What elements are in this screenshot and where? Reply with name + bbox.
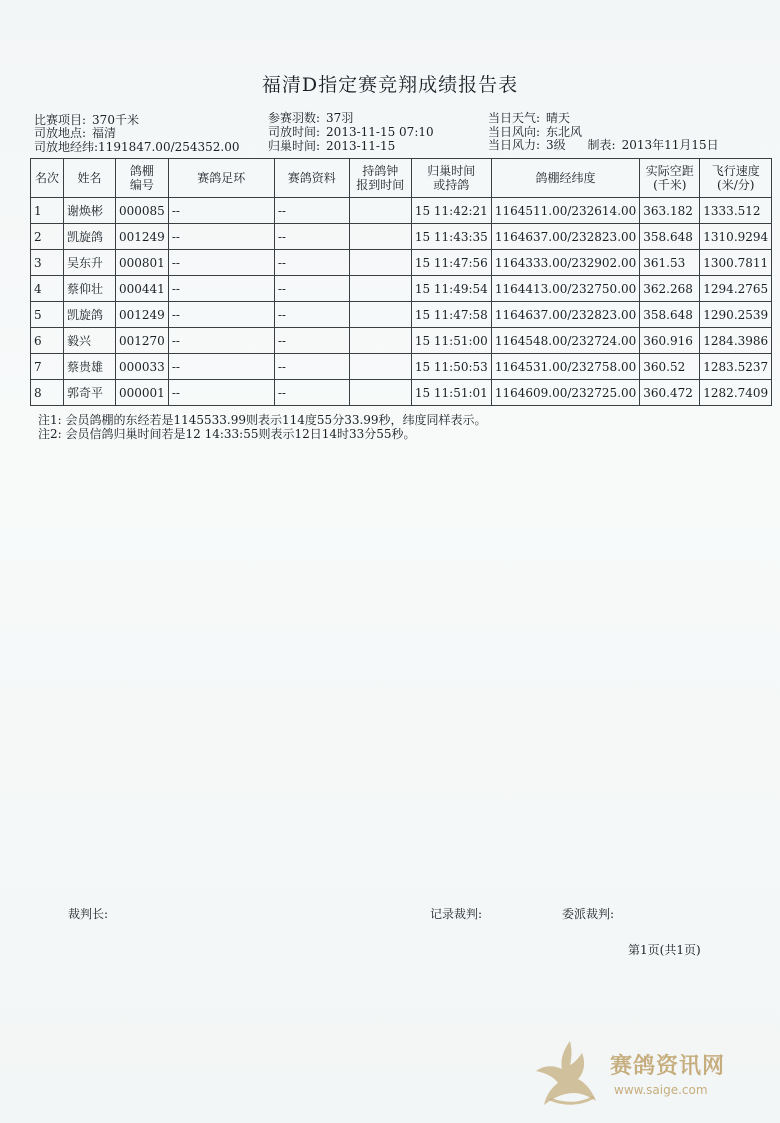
header-rank: 名次: [31, 159, 64, 198]
cell-clock: [349, 198, 411, 224]
header-distance: 实际空距 (千米): [640, 159, 700, 198]
cell-ring: --: [168, 354, 274, 380]
cell-ring: --: [168, 250, 274, 276]
cell-speed: 1294.2765: [700, 276, 772, 302]
footnotes: [38, 413, 487, 441]
cell-coords: 1164511.00/232614.00: [491, 198, 639, 224]
cell-rank: 5: [31, 302, 64, 328]
release-site-field: 司放地点: 福清: [34, 126, 117, 140]
header-coords: 鸽棚经纬度: [491, 159, 639, 198]
cell-speed: 1282.7409: [700, 380, 772, 406]
cell-name: 凯旋鸽: [64, 224, 116, 250]
cell-clock: [349, 354, 411, 380]
cell-name: 郭奇平: [64, 380, 116, 406]
cell-coords: 1164637.00/232823.00: [491, 224, 639, 250]
cell-info: --: [274, 276, 349, 302]
cell-speed: 1300.7811: [700, 250, 772, 276]
cell-info: --: [274, 250, 349, 276]
cell-ring: --: [168, 224, 274, 250]
cell-distance: 360.916: [640, 328, 700, 354]
table-row: [31, 302, 772, 328]
cell-arrival: 15 11:42:21: [411, 198, 491, 224]
cell-speed: 1333.512: [700, 198, 772, 224]
cell-arrival: 15 11:51:00: [411, 328, 491, 354]
cell-speed: 1284.3986: [700, 328, 772, 354]
cell-speed: 1283.5237: [700, 354, 772, 380]
release-coords-field: 司放地经纬:1191847.00/254352.00: [34, 140, 240, 154]
assigned-judge-signature-label: 委派裁判:: [562, 907, 615, 921]
cell-arrival: 15 11:50:53: [411, 354, 491, 380]
table-row: [31, 198, 772, 224]
cell-distance: 360.52: [640, 354, 700, 380]
cell-clock: [349, 380, 411, 406]
wind-force-field: 当日风力: 3级 制表: 2013年11月15日: [488, 138, 719, 152]
recorder-signature-label: 记录裁判:: [430, 907, 483, 921]
cell-loft: 000001: [116, 380, 169, 406]
cell-name: 吴东升: [64, 250, 116, 276]
cell-rank: 4: [31, 276, 64, 302]
cell-arrival: 15 11:47:56: [411, 250, 491, 276]
cell-loft: 000085: [116, 198, 169, 224]
cell-name: 蔡仰壮: [64, 276, 116, 302]
table-header-row: [31, 159, 772, 198]
made-date-label: 制表:: [587, 138, 616, 152]
cell-clock: [349, 302, 411, 328]
race-item-field: 比赛项目: 370千米: [34, 113, 139, 127]
header-arrival-time: 归巢时间 或持鸽: [411, 159, 491, 198]
table-row: [31, 328, 772, 354]
cell-clock: [349, 250, 411, 276]
header-ring: 赛鸽足环: [168, 159, 274, 198]
cell-distance: 358.648: [640, 302, 700, 328]
cell-ring: --: [168, 198, 274, 224]
entries-field: 参赛羽数: 37羽: [268, 111, 354, 125]
cell-coords: 1164531.00/232758.00: [491, 354, 639, 380]
cell-coords: 1164548.00/232724.00: [491, 328, 639, 354]
return-time-field: 归巢时间: 2013-11-15: [268, 139, 396, 153]
table-row: [31, 354, 772, 380]
cell-loft: 000441: [116, 276, 169, 302]
cell-distance: 360.472: [640, 380, 700, 406]
table-row: [31, 380, 772, 406]
cell-arrival: 15 11:47:58: [411, 302, 491, 328]
header-name: 姓名: [64, 159, 116, 198]
cell-speed: 1290.2539: [700, 302, 772, 328]
results-table: [30, 158, 772, 406]
header-info: 赛鸽资料: [274, 159, 349, 198]
watermark: [530, 1035, 760, 1115]
cell-distance: 358.648: [640, 224, 700, 250]
cell-info: --: [274, 354, 349, 380]
cell-loft: 000801: [116, 250, 169, 276]
cell-info: --: [274, 328, 349, 354]
cell-name: 谢焕彬: [64, 198, 116, 224]
cell-arrival: 15 11:43:35: [411, 224, 491, 250]
watermark-text: 赛鸽资讯网: [610, 1054, 726, 1079]
cell-coords: 1164333.00/232902.00: [491, 250, 639, 276]
release-time-field: 司放时间: 2013-11-15 07:10: [268, 125, 434, 139]
watermark-url: www.saige.com: [614, 1083, 708, 1097]
pigeon-logo-icon: [530, 1035, 608, 1113]
report-title: 福清D指定赛竞翔成绩报告表: [261, 74, 519, 96]
cell-name: 凯旋鸽: [64, 302, 116, 328]
cell-distance: 362.268: [640, 276, 700, 302]
table-row: [31, 276, 772, 302]
cell-arrival: 15 11:51:01: [411, 380, 491, 406]
cell-coords: 1164413.00/232750.00: [491, 276, 639, 302]
cell-clock: [349, 276, 411, 302]
header-loft-number: 鸽棚 编号: [116, 159, 169, 198]
weather-field: 当日天气: 晴天: [488, 111, 571, 125]
header-speed: 飞行速度 (米/分): [700, 159, 772, 198]
wind-direction-field: 当日风向: 东北风: [488, 125, 583, 139]
footnote: 注1: 会员鸽棚的东经若是1145533.99则表示114度55分33.99秒，纬度同样表示。: [38, 413, 487, 427]
cell-info: --: [274, 198, 349, 224]
judge-signature-label: 裁判长:: [68, 907, 109, 921]
cell-clock: [349, 224, 411, 250]
cell-loft: 000033: [116, 354, 169, 380]
footnote: 注2: 会员信鸽归巢时间若是12 14:33:55则表示12日14时33分55秒。: [38, 427, 416, 441]
table-row: [31, 224, 772, 250]
page-number: 第1页(共1页): [628, 943, 701, 957]
cell-coords: 1164609.00/232725.00: [491, 380, 639, 406]
cell-info: --: [274, 302, 349, 328]
cell-rank: 6: [31, 328, 64, 354]
cell-rank: 2: [31, 224, 64, 250]
cell-rank: 8: [31, 380, 64, 406]
cell-coords: 1164637.00/232823.00: [491, 302, 639, 328]
cell-loft: 001249: [116, 302, 169, 328]
cell-ring: --: [168, 328, 274, 354]
cell-distance: 363.182: [640, 198, 700, 224]
made-date: 2013年11月15日: [621, 138, 719, 152]
cell-name: 蔡贵雄: [64, 354, 116, 380]
cell-ring: --: [168, 276, 274, 302]
cell-rank: 1: [31, 198, 64, 224]
header-clock-time: 持鸽钟 报到时间: [349, 159, 411, 198]
cell-clock: [349, 328, 411, 354]
cell-ring: --: [168, 302, 274, 328]
cell-speed: 1310.9294: [700, 224, 772, 250]
table-row: [31, 250, 772, 276]
cell-loft: 001270: [116, 328, 169, 354]
cell-info: --: [274, 224, 349, 250]
cell-name: 毅兴: [64, 328, 116, 354]
cell-rank: 7: [31, 354, 64, 380]
cell-rank: 3: [31, 250, 64, 276]
cell-distance: 361.53: [640, 250, 700, 276]
cell-info: --: [274, 380, 349, 406]
cell-arrival: 15 11:49:54: [411, 276, 491, 302]
cell-loft: 001249: [116, 224, 169, 250]
cell-ring: --: [168, 380, 274, 406]
